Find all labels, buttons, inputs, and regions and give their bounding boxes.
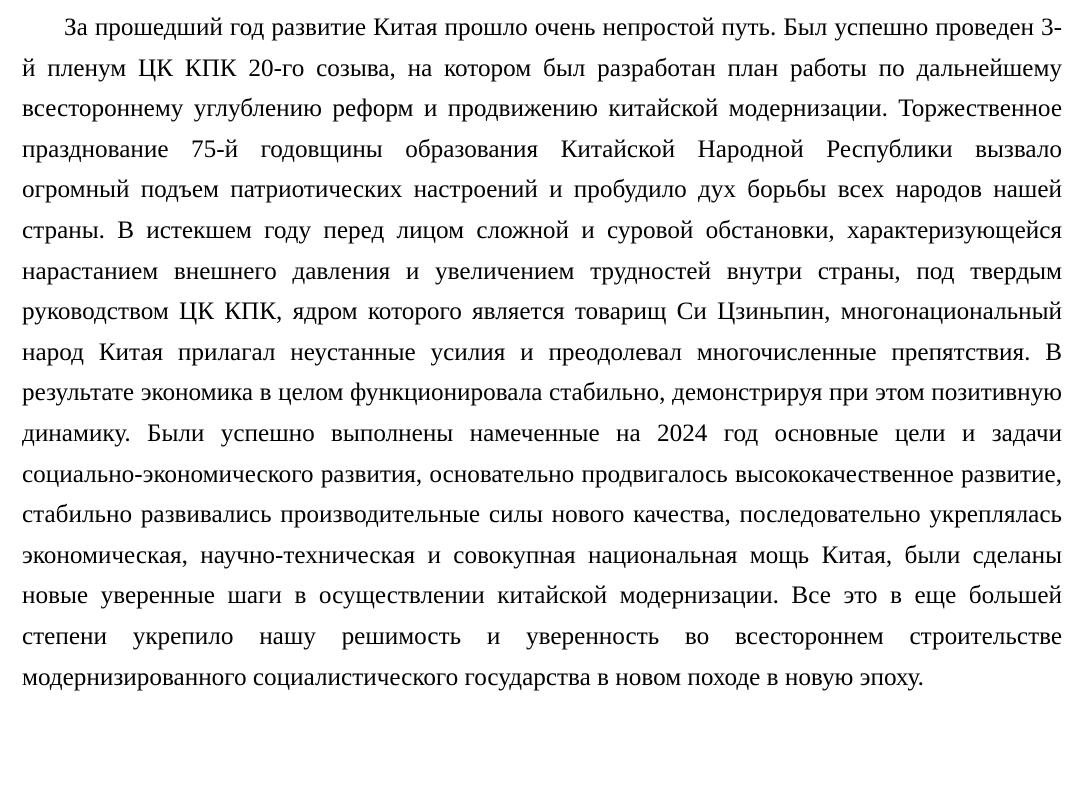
body-paragraph: За прошедший год развитие Китая прошло очень непростой путь. Был успешно проведен 3-й пленум ЦК КПК 20-го созыва, на котором был разработан план работы по дальнейшему всестороннему углублению реформ и продвижению китайской модернизации. Торжественное празднование 75-й годовщины образования Китайской Народной Республики вызвало огромный подъем патриотических настроений и пробудило дух борьбы всех народов нашей страны. В истекшем году перед лицом сложной и суровой обстановки, характеризующейся нарастанием внешнего давления и увеличением трудностей внутри страны, под твердым руководством ЦК КПК, ядром которого является товарищ Си Цзиньпин, многонациональный народ Китая прилагал неустанные усилия и преодолевал многочисленные препятствия. В результате экономика в целом функционировала стабильно, демонстрируя при этом позитивную динамику. Были успешно выполнены намеченные на 2024 год основные цели и задачи социально-экономического развития, основательно продвигалось высококачественное развитие, стабильно развивались производительные силы нового качества, последовательно укреплялась экономическая, научно-техническая и совокупная национальная мощь Китая, были сделаны новые уверенные шаги в осуществлении китайской модернизации. Все это в еще большей степени укрепило нашу решимость и уверенность во всестороннем строительстве модернизированного социалистического государства в новом походе в новую эпоху.: [22, 14, 1062, 691]
document-page: [22, 8, 1062, 698]
